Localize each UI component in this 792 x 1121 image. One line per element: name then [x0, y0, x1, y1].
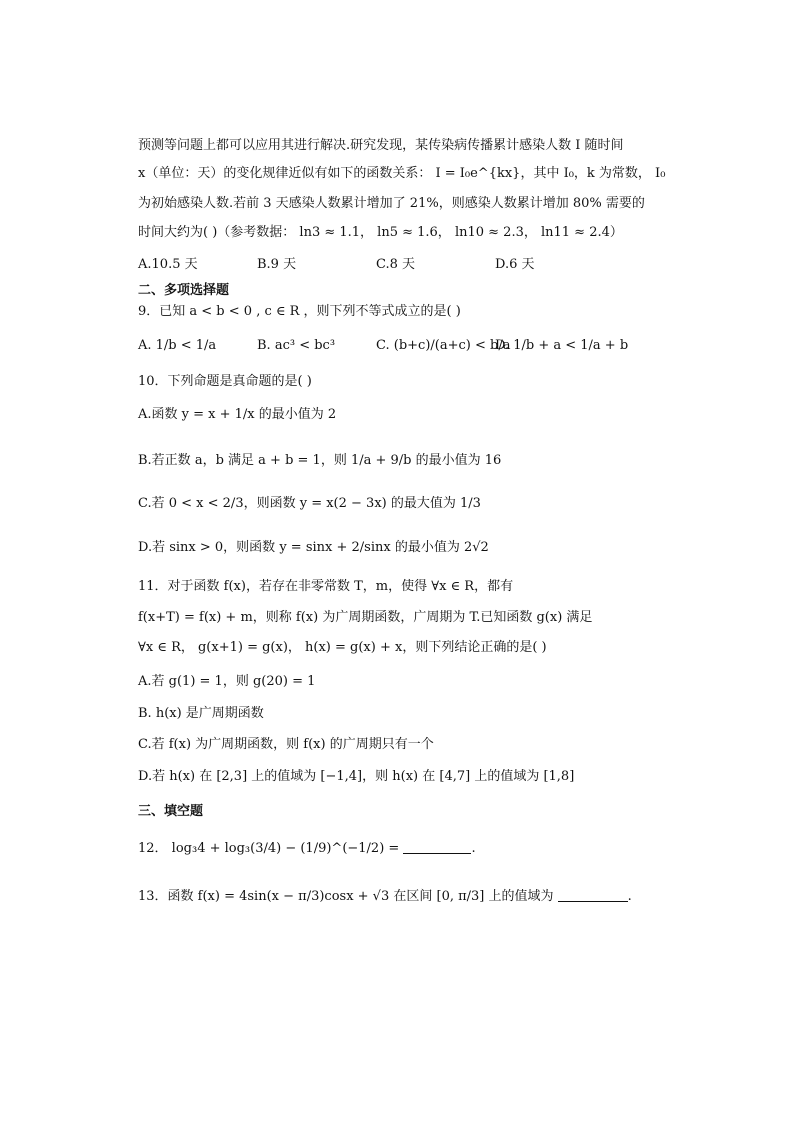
q8-option-c: C.8 天: [376, 257, 416, 272]
q9-stem: 9．已知 a < b < 0 , c ∈ R ，则下列不等式成立的是( ): [138, 304, 461, 319]
q11-line-1: 11．对于函数 f(x)，若存在非零常数 T，m，使得 ∀x ∈ R，都有: [138, 579, 514, 594]
q11-line-3: ∀x ∈ R， g(x+1) = g(x)， h(x) = g(x) + x，则下列结论正确的是( ): [138, 640, 547, 655]
section-2-heading: 二、多项选择题: [138, 283, 230, 298]
q13-answer-blank[interactable]: [558, 889, 628, 902]
q9-option-c: C. (b+c)/(a+c) < b/a: [376, 338, 511, 353]
q10-option-d: D.若 sinx > 0，则函数 y = sinx + 2/sinx 的最小值为 2√2: [138, 540, 489, 555]
section-3-heading: 三、填空题: [138, 804, 204, 819]
q10-option-c: C.若 0 < x < 2/3，则函数 y = x(2 − 3x) 的最大值为 1/3: [138, 496, 481, 511]
q13-period: .: [627, 889, 632, 904]
q9-option-d: D. 1/b + a < 1/a + b: [495, 338, 629, 353]
q8-line-2: x（单位：天）的变化规律近似有如下的函数关系： I = I₀e^{kx}，其中 I₀，k 为常数， I₀: [138, 166, 666, 181]
q9-option-a: A. 1/b < 1/a: [138, 338, 217, 353]
q8-option-d: D.6 天: [495, 257, 535, 272]
q13: [138, 888, 632, 906]
q8-option-b: B.9 天: [257, 257, 297, 272]
q11-line-2: f(x+T) = f(x) + m，则称 f(x) 为广周期函数，广周期为 T.已知函数 g(x) 满足: [138, 610, 593, 625]
q8-option-a: A.10.5 天: [138, 257, 198, 272]
q11-option-a: A.若 g(1) = 1，则 g(20) = 1: [138, 674, 316, 689]
q8-line-3: 为初始感染人数.若前 3 天感染人数累计增加了 21%，则感染人数累计增加 80% 需要的: [138, 196, 645, 211]
q10-stem: 10．下列命题是真命题的是( ): [138, 374, 312, 389]
q12-answer-blank[interactable]: [403, 841, 471, 854]
q8-line-4: 时间大约为( )（参考数据： ln3 ≈ 1.1， ln5 ≈ 1.6， ln10 ≈ 2.3， ln11 ≈ 2.4）: [138, 225, 623, 240]
q12-period: .: [471, 841, 476, 856]
q12: [138, 840, 476, 858]
q8-line-1: 预测等问题上都可以应用其进行解决.研究发现，某传染病传播累计感染人数 I 随时间: [138, 138, 624, 153]
q11-option-b: B. h(x) 是广周期函数: [138, 706, 264, 721]
q12-text: 12． log₃4 + log₃(3/4) − (1/9)^(−1/2) =: [138, 841, 400, 856]
q10-option-a: A.函数 y = x + 1/x 的最小值为 2: [138, 407, 337, 422]
q13-text: 13．函数 f(x) = 4sin(x − π/3)cosx + √3 在区间 [0, π/3] 上的值域为: [138, 889, 554, 904]
q11-option-d: D.若 h(x) 在 [2,3] 上的值域为 [−1,4]，则 h(x) 在 [4,7] 上的值域为 [1,8]: [138, 769, 575, 784]
q9-option-b: B. ac³ < bc³: [257, 338, 336, 353]
q11-option-c: C.若 f(x) 为广周期函数，则 f(x) 的广周期只有一个: [138, 737, 434, 752]
q10-option-b: B.若正数 a，b 满足 a + b = 1，则 1/a + 9/b 的最小值为 16: [138, 453, 502, 468]
